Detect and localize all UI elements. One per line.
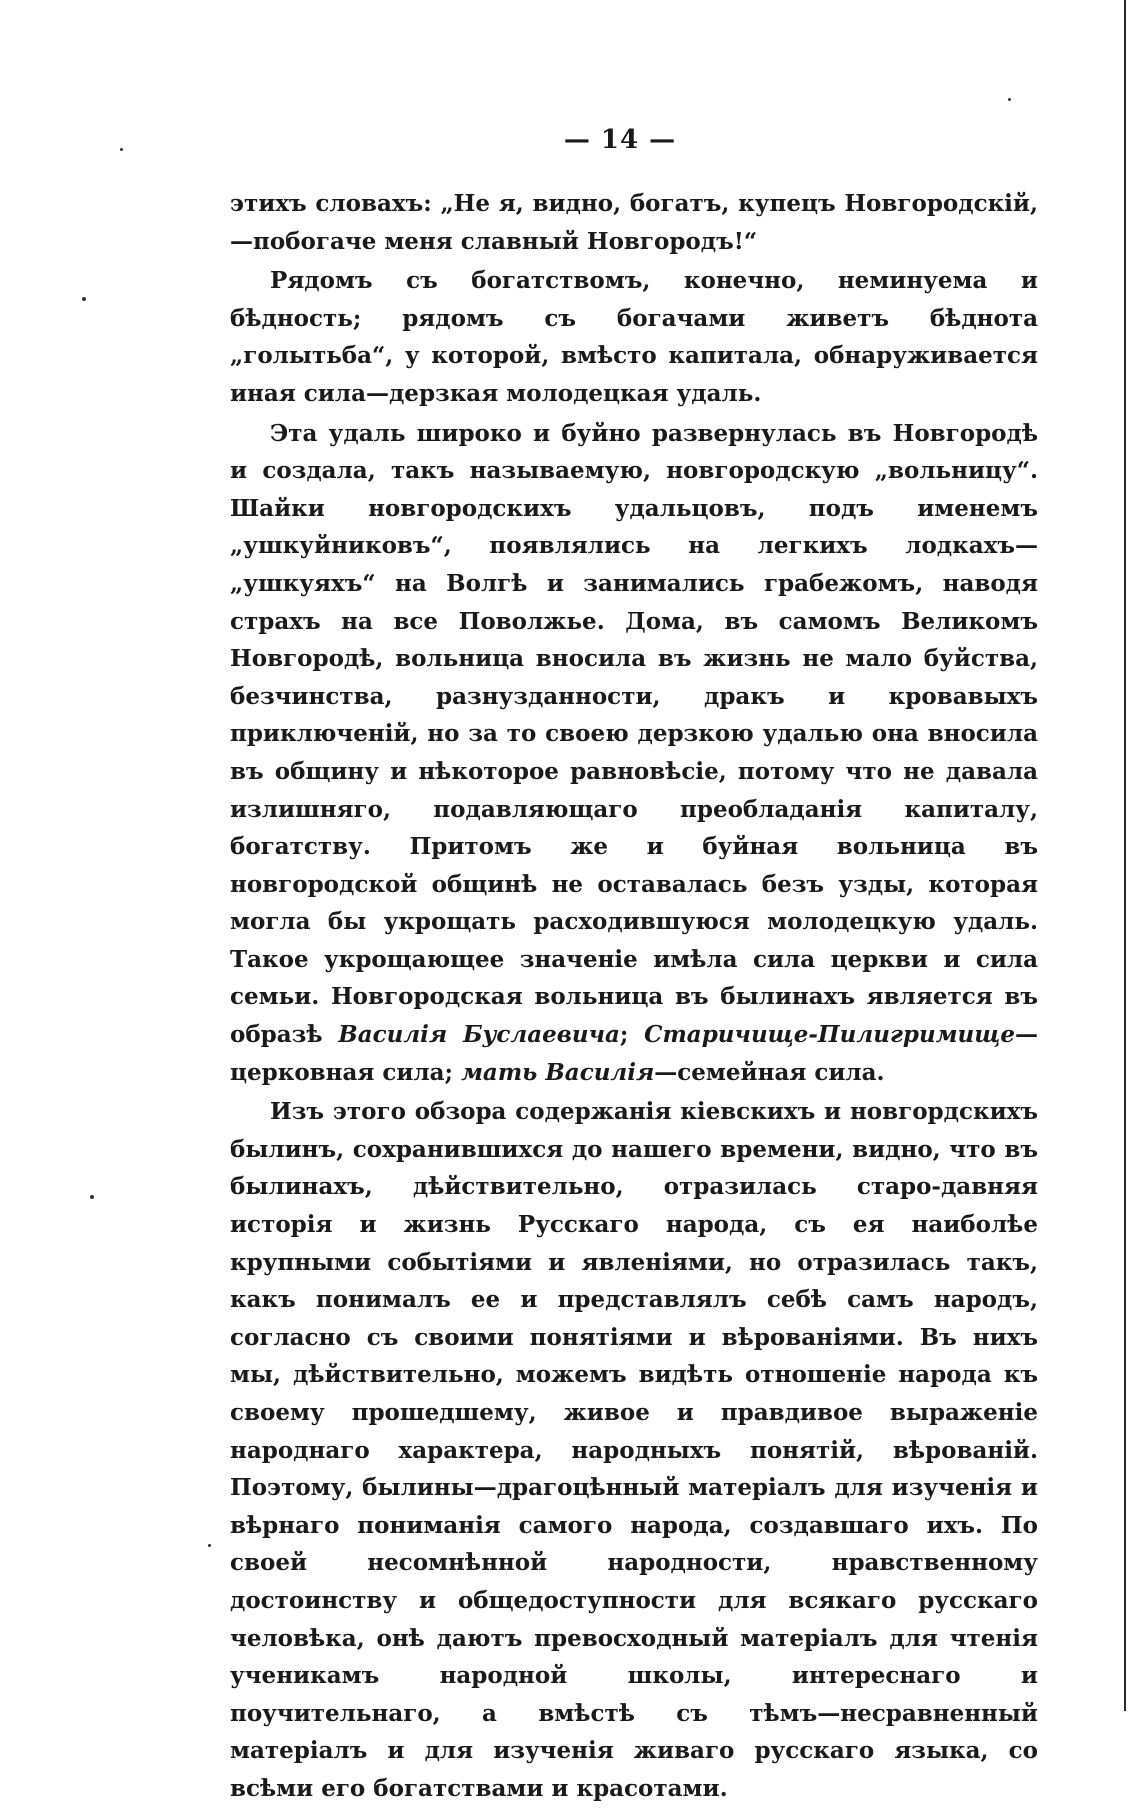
paragraph [230,415,1038,1092]
scan-speck [82,297,86,301]
italic-name: Старичище-Пилигримище [644,1021,1015,1049]
page-edge-line [1124,0,1126,1711]
scan-speck [120,148,123,151]
paragraph-text: Эта удаль широко и буйно развернулась въ Новгородѣ и создала, такъ называемую, новгородскую „вольницу“. Шайки новгородскихъ удальцовъ, подъ именемъ „ушкуйниковъ“, появлялись на легкихъ лодкахъ—„ушкуяхъ“ на Волгѣ и занимались грабежомъ, наводя страхъ на все Поволжье. Дома, въ самомъ Великомъ Новгородѣ, вольница вносила въ жизнь не мало буйства, безчинства, разнузданности, дракъ и кровавыхъ приключеній, но за то своею дерзкою удалью она вносила въ общину и нѣкоторое равновѣсіе, потому что не давала излишняго, подавляющаго преобладанія капиталу, богатству. Притомъ же и буйная вольница въ новгородской общинѣ не оставалась безъ узды, которая могла бы укрощать расходившуюся молодецкую удаль. Такое укрощающее значеніе имѣла сила церкви и сила семьи. Новгородская вольница въ былинахъ является въ образѣ [230,419,1038,1049]
paragraph-text: —церковная сила; [230,1021,1038,1086]
paragraph: Рядомъ съ богатствомъ, конечно, неминуема и бѣдность; рядомъ съ богачами живетъ бѣднота „голытьба“, у которой, вмѣсто капитала, обнаруживается иная сила—дерзкая молодецкая удаль. [230,267,1038,407]
scan-speck [90,1195,94,1199]
paragraph: Изъ этого обзора содержанія кіевскихъ и новгордскихъ былинъ, сохранившихся до нашего времени, видно, что въ былинахъ, дѣйствительно, отразилась старо-давняя исторія и жизнь Русскаго народа, съ ея наиболѣе крупными событіями и явленіями, но отразилась такъ, какъ понималъ ее и представлялъ себѣ самъ народъ, согласно съ своими понятіями и вѣрованіями. Въ нихъ мы, дѣйствительно, можемъ видѣть отношеніе народа къ своему прошедшему, живое и правдивое выраженіе народнаго характера, народныхъ понятій, вѣрованій. Поэтому, былины—драгоцѣнный матеріалъ для изученія и вѣрнаго пониманія самого народа, создавшаго ихъ. По своей несомнѣнной народности, нравственному достоинству и общедоступности для всякаго русскаго человѣка, онѣ даютъ превосходный матеріалъ для чтенія ученикамъ народной школы, интереснаго и поучительнаго, а вмѣстѣ съ тѣмъ—несравненный матеріалъ и для изученія живаго русскаго языка, со всѣми его богатствами и красотами. [230,1098,1038,1802]
scan-speck [208,1544,211,1547]
paragraph: этихъ словахъ: „Не я, видно, богатъ, купецъ Новгородскій,—побогаче меня славный Новгородъ!“ [230,190,1038,255]
paragraph-text: —семейная сила. [654,1058,885,1086]
body-text [230,185,1038,1810]
scan-speck [1008,98,1011,101]
italic-name: Василія Буслаевича [338,1021,620,1049]
italic-name: мать Василія [461,1058,655,1086]
paragraph-text: ; [619,1021,645,1049]
page-number: — 14 — [563,125,677,155]
